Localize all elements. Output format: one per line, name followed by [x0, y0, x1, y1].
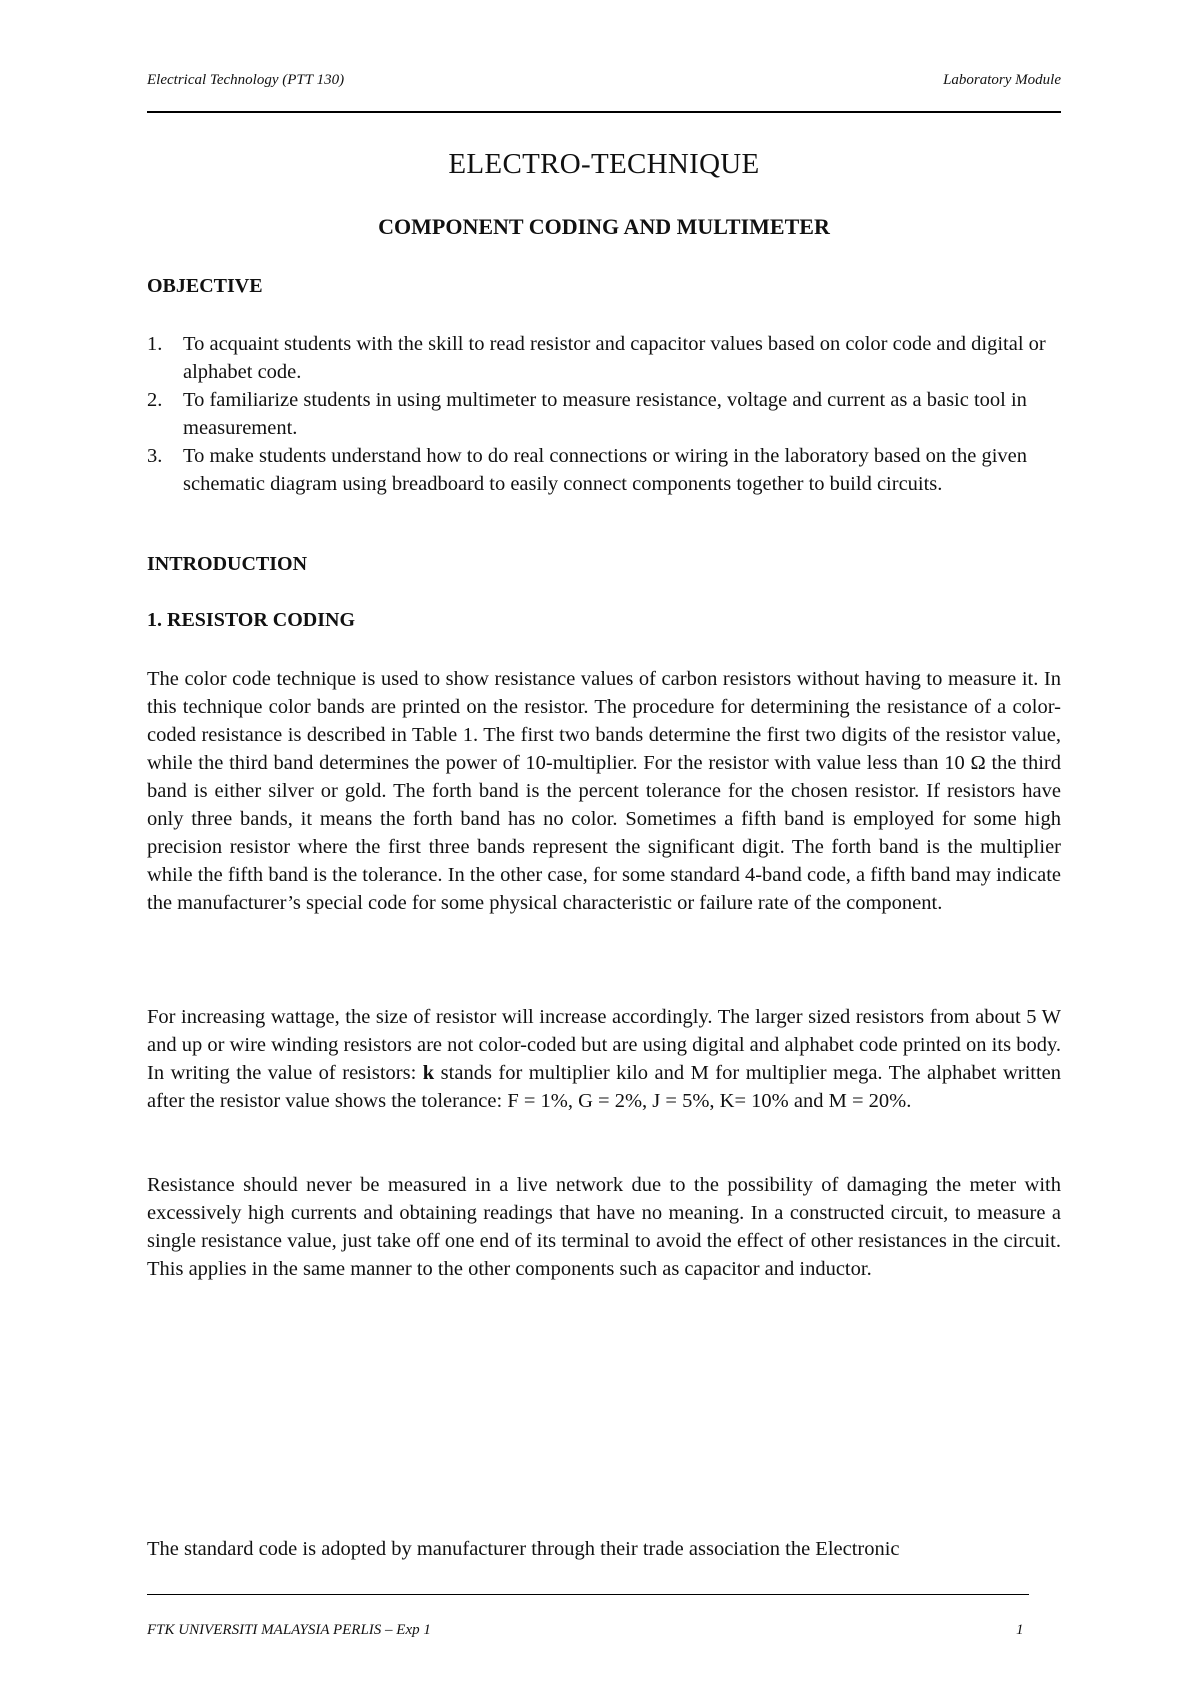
- header-module-label: Laboratory Module: [943, 72, 1061, 88]
- page-title: ELECTRO-TECHNIQUE: [448, 148, 760, 180]
- footer-institution: FTK UNIVERSITI MALAYSIA PERLIS – Exp 1: [147, 1622, 431, 1638]
- objective-item-text: To acquaint students with the skill to read resistor and capacitor values based on color code and digital or alphabet code.: [183, 333, 1046, 383]
- objective-item-text: To make students understand how to do real connections or wiring in the laboratory based on the given schematic diagram using breadboard to easily connect components together to build circuits.: [183, 445, 1027, 495]
- paragraph-wattage-part2: stands for multiplier kilo and M for multiplier mega. The alphabet written after the resistor value shows the tolerance: F = 1%, G = 2%, J = 5%, K= 10% and M = 20%.: [147, 1062, 1062, 1112]
- objective-item-number: 1.: [147, 333, 163, 355]
- footer-divider: [147, 1594, 1029, 1595]
- introduction-heading: INTRODUCTION: [147, 553, 308, 575]
- page-subtitle: COMPONENT CODING AND MULTIMETER: [378, 214, 830, 239]
- header-course-title: Electrical Technology (PTT 130): [147, 72, 345, 88]
- paragraph-standard-code: The standard code is adopted by manufacturer through their trade association the Electronic: [147, 1538, 900, 1560]
- page-number: 1: [1016, 1622, 1024, 1638]
- objective-item: [147, 386, 1061, 442]
- objective-item-text: To familiarize students in using multimeter to measure resistance, voltage and current as a basic tool in measurement.: [183, 389, 1027, 439]
- objective-list: [147, 330, 1061, 498]
- paragraph-live-network: Resistance should never be measured in a live network due to the possibility of damaging the meter with excessively high currents and obtaining readings that have no meaning. In a constructed circuit, to measure a single resistance value, just take off one end of its terminal to avoid the effect of other resistances in the circuit. This applies in the same manner to the other components such as capacitor and inductor.: [147, 1174, 1061, 1280]
- paragraph-wattage-part1: For increasing wattage, the size of resistor will increase accordingly. The larger sized resistors from about 5 W and up or wire winding resistors are not color-coded but are using digital and alphabet code printed on its body. In writing the value of resistors:: [147, 1006, 1061, 1084]
- paragraph-wattage: [147, 1003, 1061, 1115]
- paragraph-color-code: The color code technique is used to show resistance values of carbon resistors without having to measure it. In this technique color bands are printed on the resistor. The procedure for determining the resistance of a color-coded resistance is described in Table 1. The first two bands determine the first two digits of the resistor value, while the third band determines the power of 10-multiplier. For the resistor with value less than 10 Ω the third band is either silver or gold. The forth band is the percent tolerance for the chosen resistor. If resistors have only three bands, it means the forth band has no color. Sometimes a fifth band is employed for some high precision resistor where the first three bands represent the significant digit. The forth band is the multiplier while the fifth band is the tolerance. In the other case, for some standard 4-band code, a fifth band may indicate the manufacturer’s special code for some physical characteristic or failure rate of the component.: [147, 668, 1061, 914]
- objective-item-number: 2.: [147, 389, 163, 411]
- objective-heading: OBJECTIVE: [147, 275, 263, 297]
- objective-item: [147, 330, 1061, 386]
- header-divider: [147, 111, 1061, 113]
- objective-item: [147, 442, 1061, 498]
- resistor-coding-heading: 1. RESISTOR CODING: [147, 609, 356, 631]
- kilo-symbol: k: [422, 1062, 435, 1084]
- objective-item-number: 3.: [147, 445, 163, 467]
